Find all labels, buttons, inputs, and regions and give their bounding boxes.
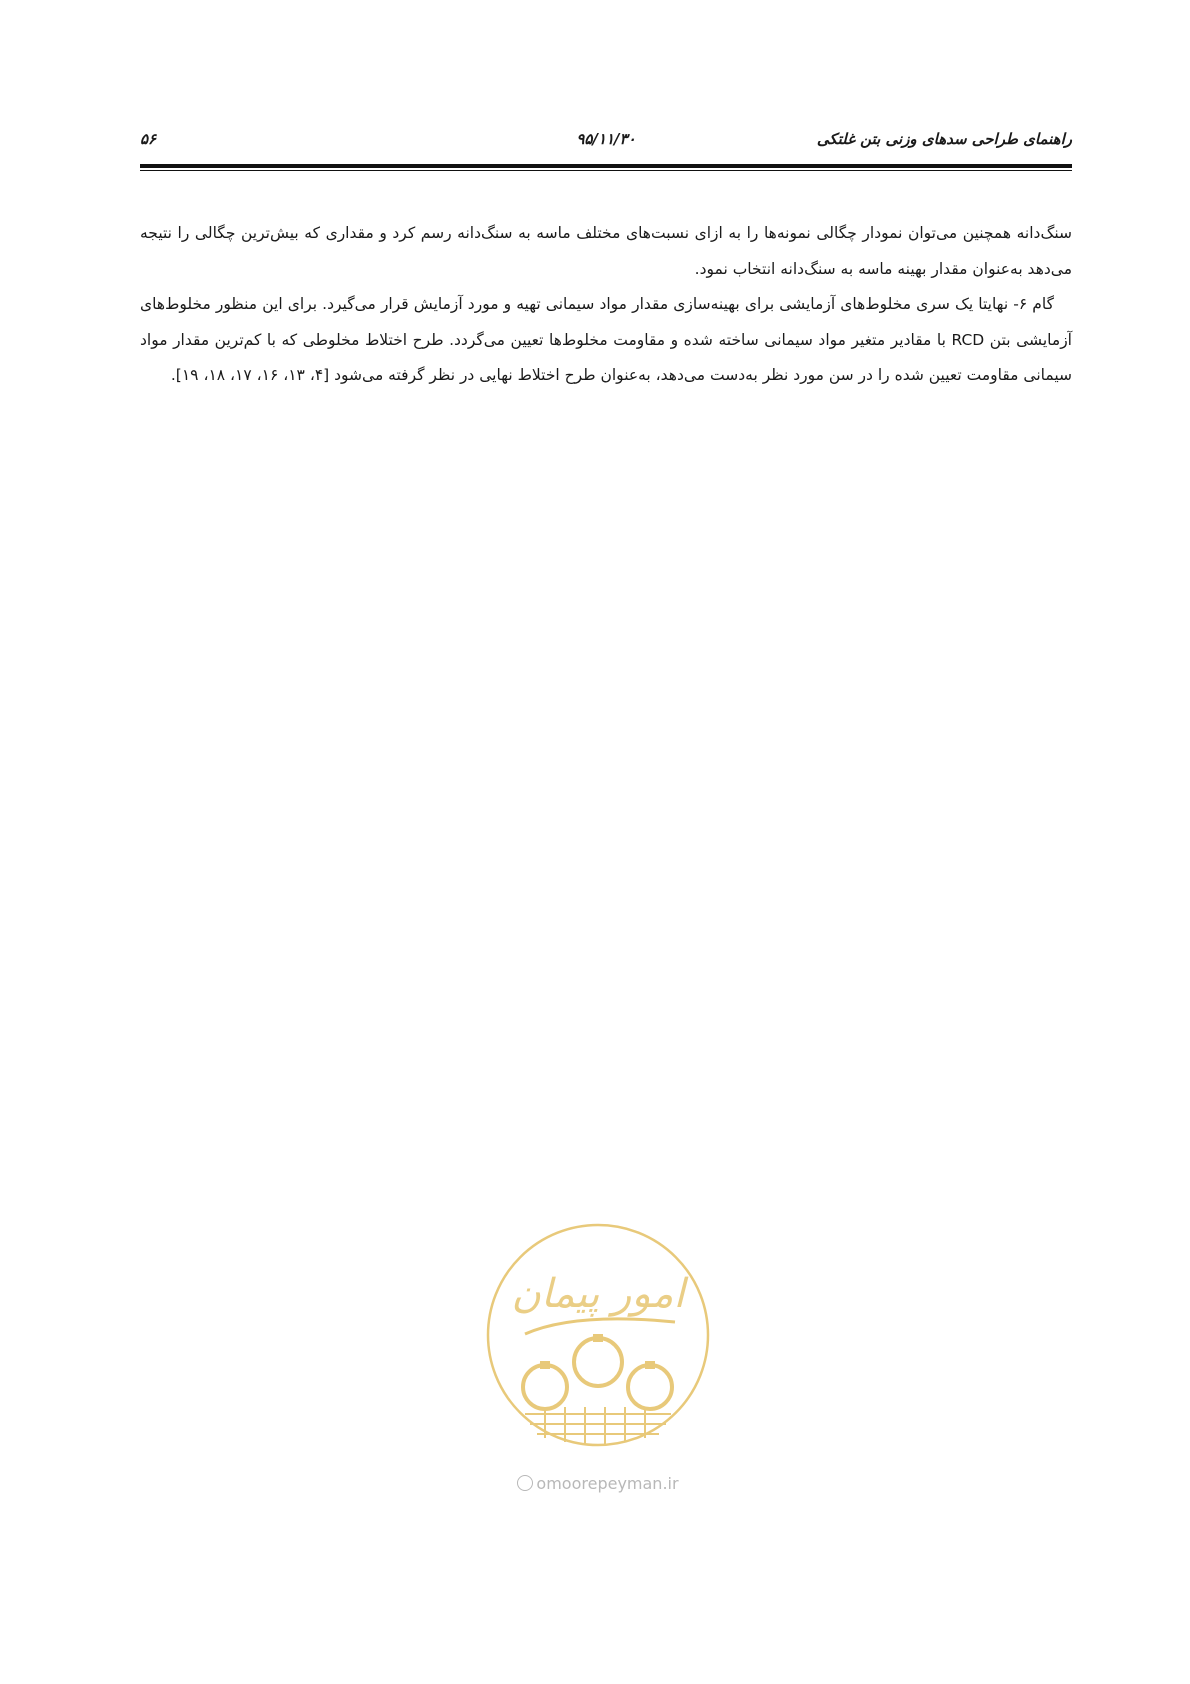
header-date: ۹۵/۱۱/۳۰ xyxy=(576,130,636,148)
globe-icon xyxy=(517,1475,533,1491)
body-text xyxy=(140,216,1072,394)
watermark-logo xyxy=(485,1222,711,1448)
watermark-site xyxy=(485,1474,711,1493)
paragraph: سنگ‌دانه همچنین می‌توان نمودار چگالی نمونه‌ها را به ازای نسبت‌های مختلف ماسه به سنگ‌دانه رسم کرد و مقداری که بیش‌ترین چگالی را نتیجه می‌دهد به‌عنوان مقدار بهینه ماسه به سنگ‌دانه انتخاب نمود. xyxy=(140,224,1072,278)
header-rule-thin xyxy=(140,170,1072,171)
watermark-site-text: omoorepeyman.ir xyxy=(536,1474,679,1493)
header-book-title: راهنمای طراحی سدهای وزنی بتن غلتکی xyxy=(816,130,1072,148)
watermark-logo-text: امور پیمان xyxy=(511,1271,685,1317)
header-rule-thick xyxy=(140,164,1072,168)
page-number: ۵۶ xyxy=(140,130,157,148)
paragraph: گام ۶- نهایتا یک سری مخلوط‌های آزمایشی برای بهینه‌سازی مقدار مواد سیمانی تهیه و مورد آزمایش قرار می‌گیرد. برای این منظور مخلوط‌های آزمایشی بتن RCD با مقادیر متغیر مواد سیمانی ساخته شده و مقاومت مخلوط‌ها تعیین می‌گردد. طرح اختلاط مخلوطی که با کم‌ترین مقدار مواد سیمانی مقاومت تعیین شده را در سن مورد نظر به‌دست می‌دهد، به‌عنوان طرح اختلاط نهایی در نظر گرفته می‌شود [۴، ۱۳، ۱۶، ۱۷، ۱۸، ۱۹]. xyxy=(140,295,1072,384)
page-header xyxy=(140,126,1072,154)
